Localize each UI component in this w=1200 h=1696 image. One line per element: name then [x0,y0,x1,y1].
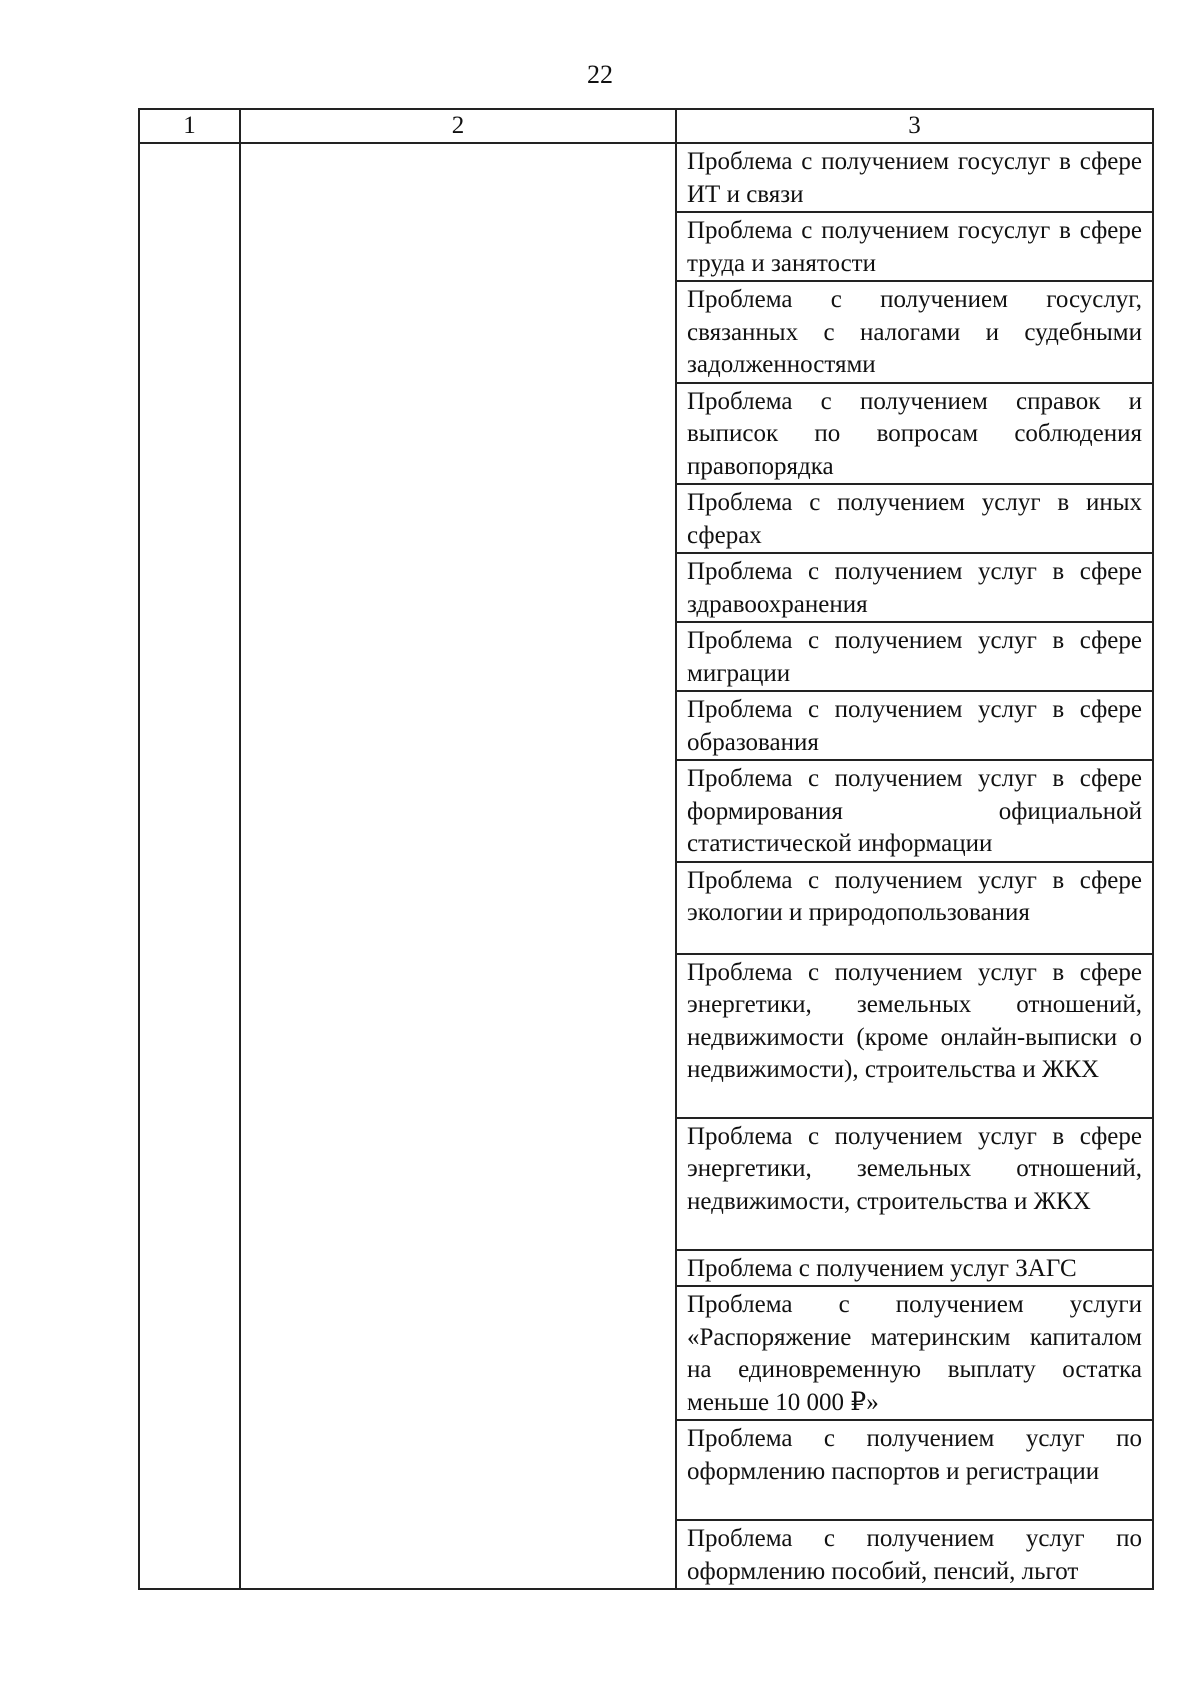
table-cell: Проблема с получением услуг в сфере формирования официальной статистической информации [676,760,1153,862]
table-row [139,143,1153,212]
page-number: 22 [587,60,613,89]
column-2-cell [240,143,676,1589]
table-cell: Проблема с получением услуги «Распоряжение материнским капиталом на единовременную выплату остатка меньше 10 000 ₽» [676,1286,1153,1420]
table-cell: Проблема с получением справок и выписок по вопросам соблюдения правопорядка [676,383,1153,485]
column-header-2: 2 [240,109,676,143]
column-header-3: 3 [676,109,1153,143]
table-cell: Проблема с получением услуг ЗАГС [676,1250,1153,1287]
column-header-1: 1 [139,109,240,143]
table-cell: Проблема с получением услуг в сфере энергетики, земельных отношений, недвижимости, строительства и ЖКХ [676,1118,1153,1250]
table-cell: Проблема с получением услуг в сфере экологии и природопользования [676,862,1153,954]
table-cell: Проблема с получением госуслуг в сфере ИТ и связи [676,143,1153,212]
table-cell: Проблема с получением госуслуг, связанных с налогами и судебными задолженностями [676,281,1153,383]
table-cell: Проблема с получением услуг по оформлению пособий, пенсий, льгот [676,1520,1153,1589]
table-header-row [139,109,1153,143]
table-cell: Проблема с получением услуг в сфере здравоохранения [676,553,1153,622]
table-cell: Проблема с получением госуслуг в сфере труда и занятости [676,212,1153,281]
table-cell: Проблема с получением услуг в сфере образования [676,691,1153,760]
column-1-cell [139,143,240,1589]
document-table [138,108,1154,1590]
table-cell: Проблема с получением услуг в сфере энергетики, земельных отношений, недвижимости (кроме онлайн-выписки о недвижимости), строительства и ЖКХ [676,954,1153,1118]
table-cell: Проблема с получением услуг в иных сферах [676,484,1153,553]
table-cell: Проблема с получением услуг в сфере миграции [676,622,1153,691]
table-cell: Проблема с получением услуг по оформлению паспортов и регистрации [676,1420,1153,1520]
